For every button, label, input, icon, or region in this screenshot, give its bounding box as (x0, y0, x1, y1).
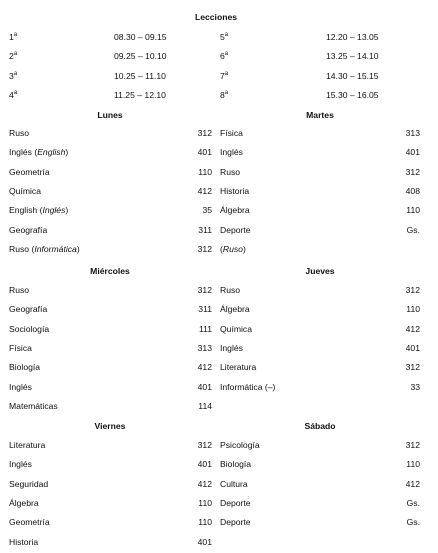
lesson-time: 08.30 – 09.15 (114, 32, 167, 42)
lesson-number-digit: 6 (220, 51, 225, 62)
room-number: 312 (197, 243, 212, 254)
schedule-entry (9, 303, 47, 315)
subject-name: Ruso (9, 243, 30, 254)
room-number: 35 (202, 205, 212, 216)
room-number: 312 (197, 440, 212, 450)
subject-name: Biología (220, 459, 252, 470)
schedule-entry (220, 323, 252, 335)
lesson-time: 10.25 – 11.10 (114, 70, 166, 81)
lesson-number-digit: 8 (220, 89, 225, 100)
schedule-entry (220, 478, 248, 490)
schedule-entry (220, 284, 240, 296)
lessons-title: Lecciones (194, 12, 238, 22)
room-number: 412 (197, 185, 212, 196)
room-number: 110 (406, 459, 420, 470)
room-number: 110 (198, 497, 212, 508)
lesson-number (220, 50, 228, 62)
room-number: 312 (405, 166, 420, 177)
subject-name: Geografía (9, 304, 48, 315)
lesson-number-ordinal: a (224, 70, 229, 77)
day-heading: Lunes (97, 110, 123, 120)
schedule-entry (9, 224, 47, 236)
room-number: 313 (197, 342, 212, 353)
subject-name: Cultura (220, 478, 248, 489)
day-heading: Miércoles (90, 266, 130, 276)
subject-note-text: English (37, 147, 66, 158)
lesson-time: 13.25 – 14.10 (326, 51, 379, 62)
day-heading: Sábado (304, 421, 336, 431)
room-number: 110 (198, 166, 212, 177)
room-number: 412 (197, 362, 212, 373)
subject-note: (–) (262, 381, 276, 392)
room-number: 412 (405, 323, 420, 334)
subject-note-text: – (267, 381, 273, 392)
subject-name: Inglés (9, 459, 32, 470)
subject-note: (English) (31, 147, 69, 158)
schedule-entry (220, 458, 251, 470)
room-number: 33 (410, 381, 420, 392)
lesson-number (9, 89, 17, 101)
room-number: 312 (405, 362, 420, 373)
schedule-entry (220, 361, 256, 373)
subject-note: (Ruso) (220, 243, 246, 254)
schedule-entry (9, 381, 32, 393)
room-number: 401 (197, 147, 212, 158)
schedule-entry (220, 516, 251, 528)
schedule-entry (9, 323, 49, 335)
subject-name: Historia (220, 185, 250, 196)
schedule-entry (220, 166, 240, 178)
schedule-entry (9, 185, 41, 197)
subject-name: Álgebra (220, 304, 250, 315)
room-number: Gs. (406, 224, 420, 235)
subject-name: Informática (220, 381, 263, 392)
room-number: 311 (198, 224, 212, 235)
schedule-entry (220, 185, 249, 197)
room-number: 312 (405, 440, 420, 450)
schedule-entry (9, 439, 45, 451)
lesson-number-digit: 3 (9, 70, 14, 81)
lesson-number-ordinal: a (224, 90, 229, 97)
subject-note-text: Inglés (42, 205, 66, 216)
lesson-number-digit: 4 (9, 89, 14, 100)
subject-name: Matemáticas (9, 400, 58, 411)
schedule-entry (220, 204, 250, 216)
room-number: 311 (198, 304, 212, 315)
schedule-entry (9, 243, 80, 255)
schedule-entry (220, 224, 251, 236)
schedule-entry (9, 166, 50, 178)
subject-name: Literatura (9, 440, 46, 450)
lesson-number (220, 70, 228, 82)
room-number: 401 (197, 381, 212, 392)
subject-name: Ruso (9, 128, 30, 138)
schedule-entry (220, 497, 251, 509)
subject-name: Química (220, 323, 252, 334)
lesson-number-ordinal: a (224, 51, 229, 58)
room-number: 312 (197, 128, 212, 138)
lesson-number-digit: 5 (220, 32, 225, 42)
subject-name: Psicología (220, 440, 260, 450)
lesson-time: 14.30 – 15.15 (326, 70, 379, 81)
subject-name: Geografía (9, 224, 48, 235)
subject-name: Física (9, 342, 32, 353)
lesson-number (220, 89, 228, 101)
lesson-number-digit: 7 (220, 70, 225, 81)
subject-name: Biología (9, 362, 41, 373)
subject-name: Seguridad (9, 478, 49, 489)
subject-name: Geometría (9, 166, 50, 177)
subject-name: Ruso (9, 285, 30, 295)
subject-name: Deporte (220, 517, 251, 528)
schedule-entry (9, 361, 40, 373)
lesson-number (9, 31, 17, 43)
subject-name: Sociología (9, 323, 50, 334)
room-number: 412 (197, 478, 212, 489)
room-number: 401 (197, 459, 212, 470)
subject-name: Inglés (220, 342, 243, 353)
schedule-entry (220, 146, 243, 158)
room-number: 401 (197, 536, 212, 547)
day-heading: Martes (306, 110, 334, 120)
subject-name: Historia (9, 536, 39, 547)
room-number: 110 (198, 517, 212, 528)
schedule-entry (9, 497, 39, 509)
subject-name: Álgebra (9, 497, 39, 508)
room-number: 408 (405, 185, 420, 196)
room-number: Gs. (406, 517, 420, 528)
schedule-entry (220, 243, 246, 255)
schedule-entry (9, 284, 29, 296)
room-number: 110 (406, 205, 420, 216)
room-number: 401 (405, 147, 420, 158)
room-number: 312 (197, 285, 212, 295)
subject-name: Álgebra (220, 205, 250, 216)
schedule-entry (9, 536, 38, 548)
subject-name: English (9, 205, 38, 216)
schedule-entry (220, 439, 260, 451)
lesson-time: 12.20 – 13.05 (326, 32, 379, 42)
lesson-time: 15.30 – 16.05 (326, 89, 379, 100)
room-number: 114 (198, 400, 212, 411)
schedule-entry (9, 204, 68, 216)
room-number: Gs. (406, 497, 420, 508)
room-number: 313 (405, 128, 420, 138)
schedule-entry (220, 127, 243, 139)
lesson-number (9, 50, 17, 62)
lesson-number (220, 31, 228, 43)
schedule-entry (9, 127, 29, 139)
schedule-entry (220, 381, 275, 393)
lesson-time: 09.25 – 10.10 (114, 51, 167, 62)
subject-note-text: Informática (34, 243, 77, 254)
schedule-entry (220, 342, 243, 354)
schedule-entry (9, 342, 32, 354)
subject-name: Inglés (9, 381, 32, 392)
subject-name: Ruso (220, 285, 241, 295)
schedule-entry (220, 303, 250, 315)
subject-name: Geometría (9, 517, 50, 528)
subject-note: (Informática) (29, 243, 80, 254)
room-number: 110 (406, 304, 420, 315)
subject-name: Química (9, 185, 41, 196)
room-number: 412 (405, 478, 420, 489)
room-number: 401 (405, 342, 420, 353)
schedule-entry (9, 400, 58, 412)
lesson-number-digit: 1 (9, 32, 14, 42)
schedule-entry (9, 458, 32, 470)
subject-name: Literatura (220, 362, 257, 373)
subject-name: Inglés (220, 147, 243, 158)
subject-note-text: Ruso (222, 243, 243, 254)
room-number: 312 (405, 285, 420, 295)
subject-name: Deporte (220, 224, 251, 235)
day-heading: Jueves (305, 266, 335, 276)
lesson-number-ordinal: a (224, 32, 229, 39)
lesson-number (9, 70, 17, 82)
lesson-number-ordinal: a (13, 90, 18, 97)
schedule-entry (9, 146, 68, 158)
room-number: 111 (198, 323, 212, 334)
lesson-number-ordinal: a (13, 70, 18, 77)
subject-name: Inglés (9, 147, 32, 158)
lesson-time: 11.25 – 12.10 (114, 89, 166, 100)
schedule-entry (9, 478, 48, 490)
lesson-number-ordinal: a (13, 32, 18, 39)
subject-name: Ruso (220, 166, 241, 177)
lesson-number-digit: 2 (9, 51, 14, 62)
day-heading: Viernes (94, 421, 126, 431)
lesson-number-ordinal: a (13, 51, 18, 58)
subject-note: (Inglés) (37, 205, 69, 216)
subject-name: Física (220, 128, 243, 138)
schedule-entry (9, 516, 50, 528)
subject-name: Deporte (220, 497, 251, 508)
